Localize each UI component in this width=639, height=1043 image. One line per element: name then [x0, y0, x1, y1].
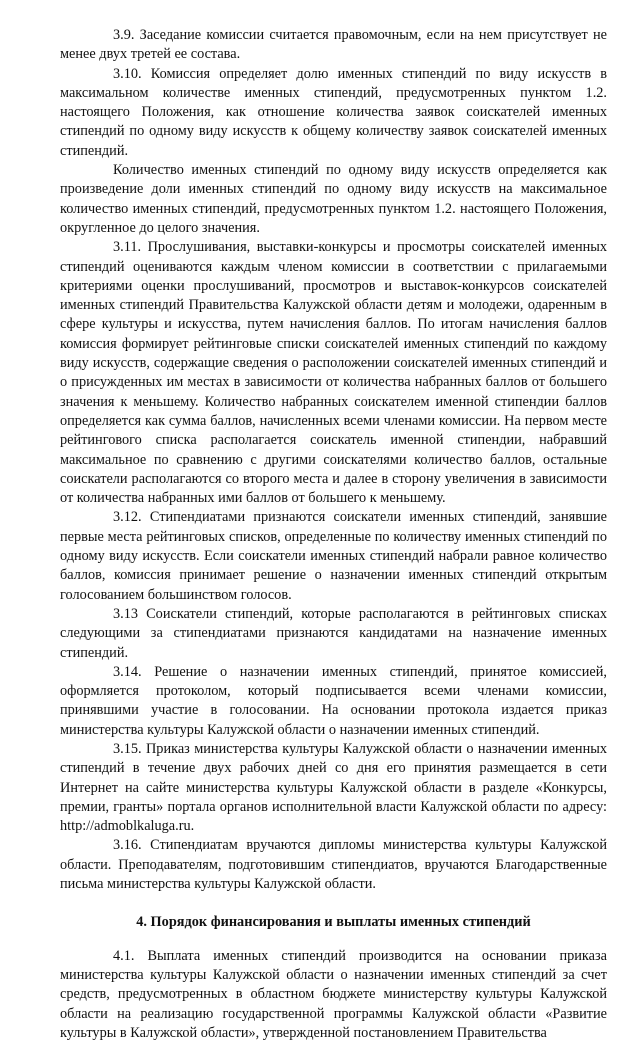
paragraph-3-11: 3.11. Прослушивания, выставки-конкурсы и просмотры соискателей именных стипендий оцениваются каждым членом комиссии в соответствии с прилагаемыми критериями оценки прослушиваний, просмотров и выставок-конкурсов соискателей именных стипендий Правительства Калужской области детям и молодежи, одаренным в сфере культуры и искусства, путем начисления баллов. По итогам начисления баллов комиссия формирует рейтинговые списки соискателей именных стипендий по каждому виду искусств, содержащие сведения о расположении соискателей именных стипендий и о присужденных им местах в зависимости от количества набранных баллов от большего значения к меньшему. Количество набранных соискателем именной стипендии баллов определяется как сумма баллов, начисленных всеми членами комиссии. На первом месте рейтингового списка располагается соискатель именной стипендии, набравший максимальное по сравнению с другими соискателями количество баллов, остальные соискатели располагаются со второго места и далее в сторону увеличения в зависимости от количества набранных ими баллов от большего к меньшему.: [60, 239, 607, 507]
paragraph-3-14: 3.14. Решение о назначении именных стипендий, принятое комиссией, оформляется протоколом, который подписывается всеми членами комиссии, принявшими участие в голосовании. На основании протокола издается приказ министерства культуры Калужской области о назначении именных стипендий.: [60, 663, 607, 738]
paragraph-3-13: 3.13 Соискатели стипендий, которые располагаются в рейтинговых списках следующими за стипендиатами признаются кандидатами на назначение именных стипендий.: [60, 605, 607, 661]
paragraph-3-10: 3.10. Комиссия определяет долю именных стипендий по виду искусств в максимальном количестве именных стипендий, предусмотренных пунктом 1.2. настоящего Положения, как отношение количества заявок соискателей именных стипендий по одному виду искусств к общему количеству заявок соискателей именных стипендий.: [60, 65, 607, 159]
paragraph-3-15: 3.15. Приказ министерства культуры Калужской области о назначении именных стипендий в течение двух рабочих дней со дня его принятия размещается в сети Интернет на сайте министерства культуры Калужской области в разделе «Конкурсы, премии, гранты» портала органов исполнительной власти Калужской области по адресу: http://admoblkaluga.ru.: [60, 740, 607, 835]
paragraph-3-9: 3.9. Заседание комиссии считается правомочным, если на нем присутствует не менее двух третей ее состава.: [60, 27, 607, 63]
paragraph-4-1: 4.1. Выплата именных стипендий производится на основании приказа министерства культуры Калужской области о назначении именных стипендий за счет средств, предусмотренных в областном бюджете министерству культуры Калужской области на реализацию государственной программы Калужской области «Развитие культуры в Калужской области», утвержденной постановлением Правительства: [60, 947, 607, 1041]
section-4-heading: 4. Порядок финансирования и выплаты именных стипендий: [136, 914, 531, 931]
paragraph-3-12: 3.12. Стипендиатами признаются соискатели именных стипендий, занявшие первые места рейтинговых списков, определенные по количеству именных стипендий по одному виду искусств. Если соискатели именных стипендий набрали равное количество баллов, комиссия принимает решение о назначении именных стипендий открытым голосованием большинством голосов.: [60, 509, 607, 603]
paragraph-3-16: 3.16. Стипендиатам вручаются дипломы министерства культуры Калужской области. Преподавателям, подготовившим стипендиатов, вручаются Благодарственные письма министерства культуры Калужской области.: [60, 837, 607, 893]
paragraph-3-10-continued: Количество именных стипендий по одному виду искусств определяется как произведение доли именных стипендий по одному виду искусств на максимальное количество именных стипендий, предусмотренных пунктом 1.2. настоящего Положения, округленное до целого значения.: [60, 162, 607, 236]
